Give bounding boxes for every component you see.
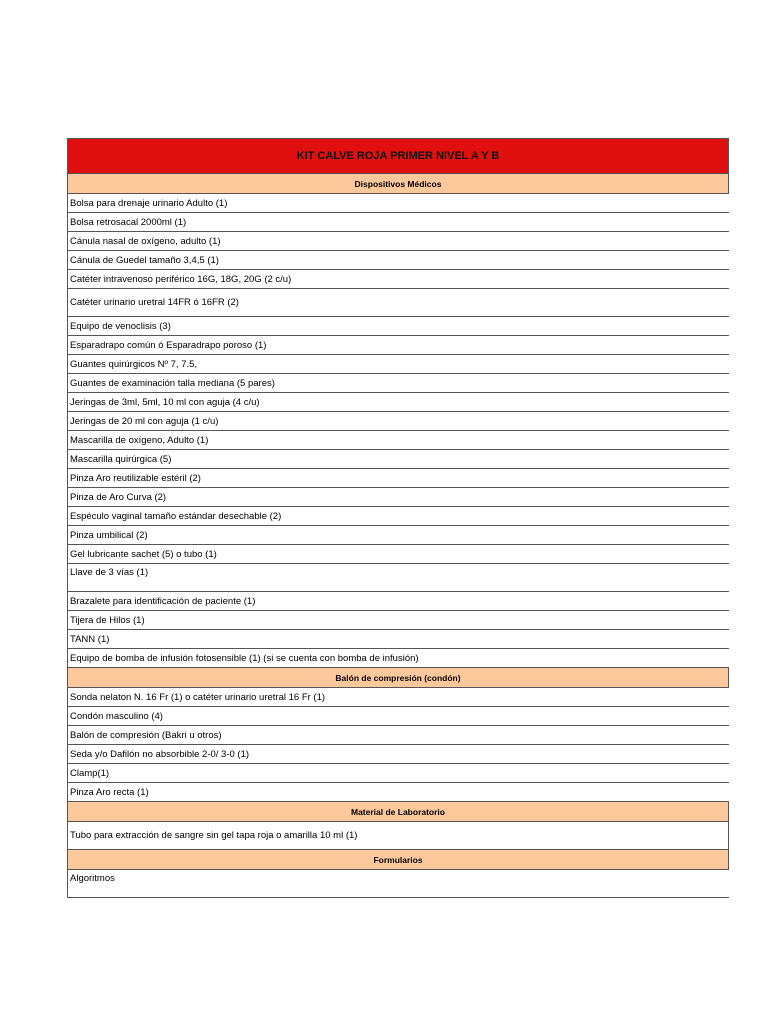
list-item: Guantes de examinación talla mediana (5 pares) bbox=[68, 374, 729, 393]
list-item: Pinza Aro recta (1) bbox=[68, 783, 729, 802]
list-item: Mascarilla de oxígeno, Adulto (1) bbox=[68, 431, 729, 450]
list-item: Equipo de venoclisis (3) bbox=[68, 317, 729, 336]
list-item: Gel lubricante sachet (5) o tubo (1) bbox=[68, 545, 729, 564]
list-item: Sonda nelaton N. 16 Fr (1) o catéter urinario uretral 16 Fr (1) bbox=[68, 688, 729, 707]
list-item: Pinza de Aro Curva (2) bbox=[68, 488, 729, 507]
list-item: Equipo de bomba de infusión fotosensible (1) (si se cuenta con bomba de infusión) bbox=[68, 649, 729, 668]
list-item: Llave de 3 vías (1) bbox=[68, 564, 729, 592]
section-header-dispositivos: Dispositivos Médicos bbox=[68, 174, 729, 194]
section-header-formularios: Formularios bbox=[68, 850, 729, 870]
list-item: Balón de compresión (Bakri u otros) bbox=[68, 726, 729, 745]
list-item: Catéter urinario uretral 14FR ó 16FR (2) bbox=[68, 289, 729, 317]
kit-sheet bbox=[67, 138, 729, 898]
list-item: Pinza Aro reutilizable estéril (2) bbox=[68, 469, 729, 488]
sheet-title: KIT CALVE ROJA PRIMER NIVEL A Y B bbox=[68, 138, 729, 174]
list-item: Catéter intravenoso periférico 16G, 18G, 20G (2 c/u) bbox=[68, 270, 729, 289]
list-item: Bolsa retrosacal 2000ml (1) bbox=[68, 213, 729, 232]
list-item: Cánula de Guedel tamaño 3,4,5 (1) bbox=[68, 251, 729, 270]
list-item: Tijera de Hilos (1) bbox=[68, 611, 729, 630]
list-item: Espéculo vaginal tamaño estándar desechable (2) bbox=[68, 507, 729, 526]
list-item: Bolsa para drenaje urinario Adulto (1) bbox=[68, 194, 729, 213]
list-item: Tubo para extracción de sangre sin gel tapa roja o amarilla 10 ml (1) bbox=[68, 822, 729, 850]
list-item: TANN (1) bbox=[68, 630, 729, 649]
section-header-laboratorio: Material de Laboratorio bbox=[68, 802, 729, 822]
list-item: Jeringas de 20 ml con aguja (1 c/u) bbox=[68, 412, 729, 431]
list-item: Guantes quirúrgicos Nº 7, 7.5, bbox=[68, 355, 729, 374]
list-item: Mascarilla quirúrgica (5) bbox=[68, 450, 729, 469]
list-item: Esparadrapo común ó Esparadrapo poroso (1) bbox=[68, 336, 729, 355]
list-item: Seda y/o Dafilón no absorbible 2-0/ 3-0 (1) bbox=[68, 745, 729, 764]
section-header-balon: Balón de compresión (condón) bbox=[68, 668, 729, 688]
list-item: Condón masculino (4) bbox=[68, 707, 729, 726]
list-item: Pinza umbilical (2) bbox=[68, 526, 729, 545]
list-item: Algoritmos bbox=[68, 870, 729, 898]
list-item: Clamp(1) bbox=[68, 764, 729, 783]
list-item: Jeringas de 3ml, 5ml, 10 ml con aguja (4 c/u) bbox=[68, 393, 729, 412]
list-item: Brazalete para identificación de paciente (1) bbox=[68, 592, 729, 611]
list-item: Cánula nasal de oxígeno, adulto (1) bbox=[68, 232, 729, 251]
